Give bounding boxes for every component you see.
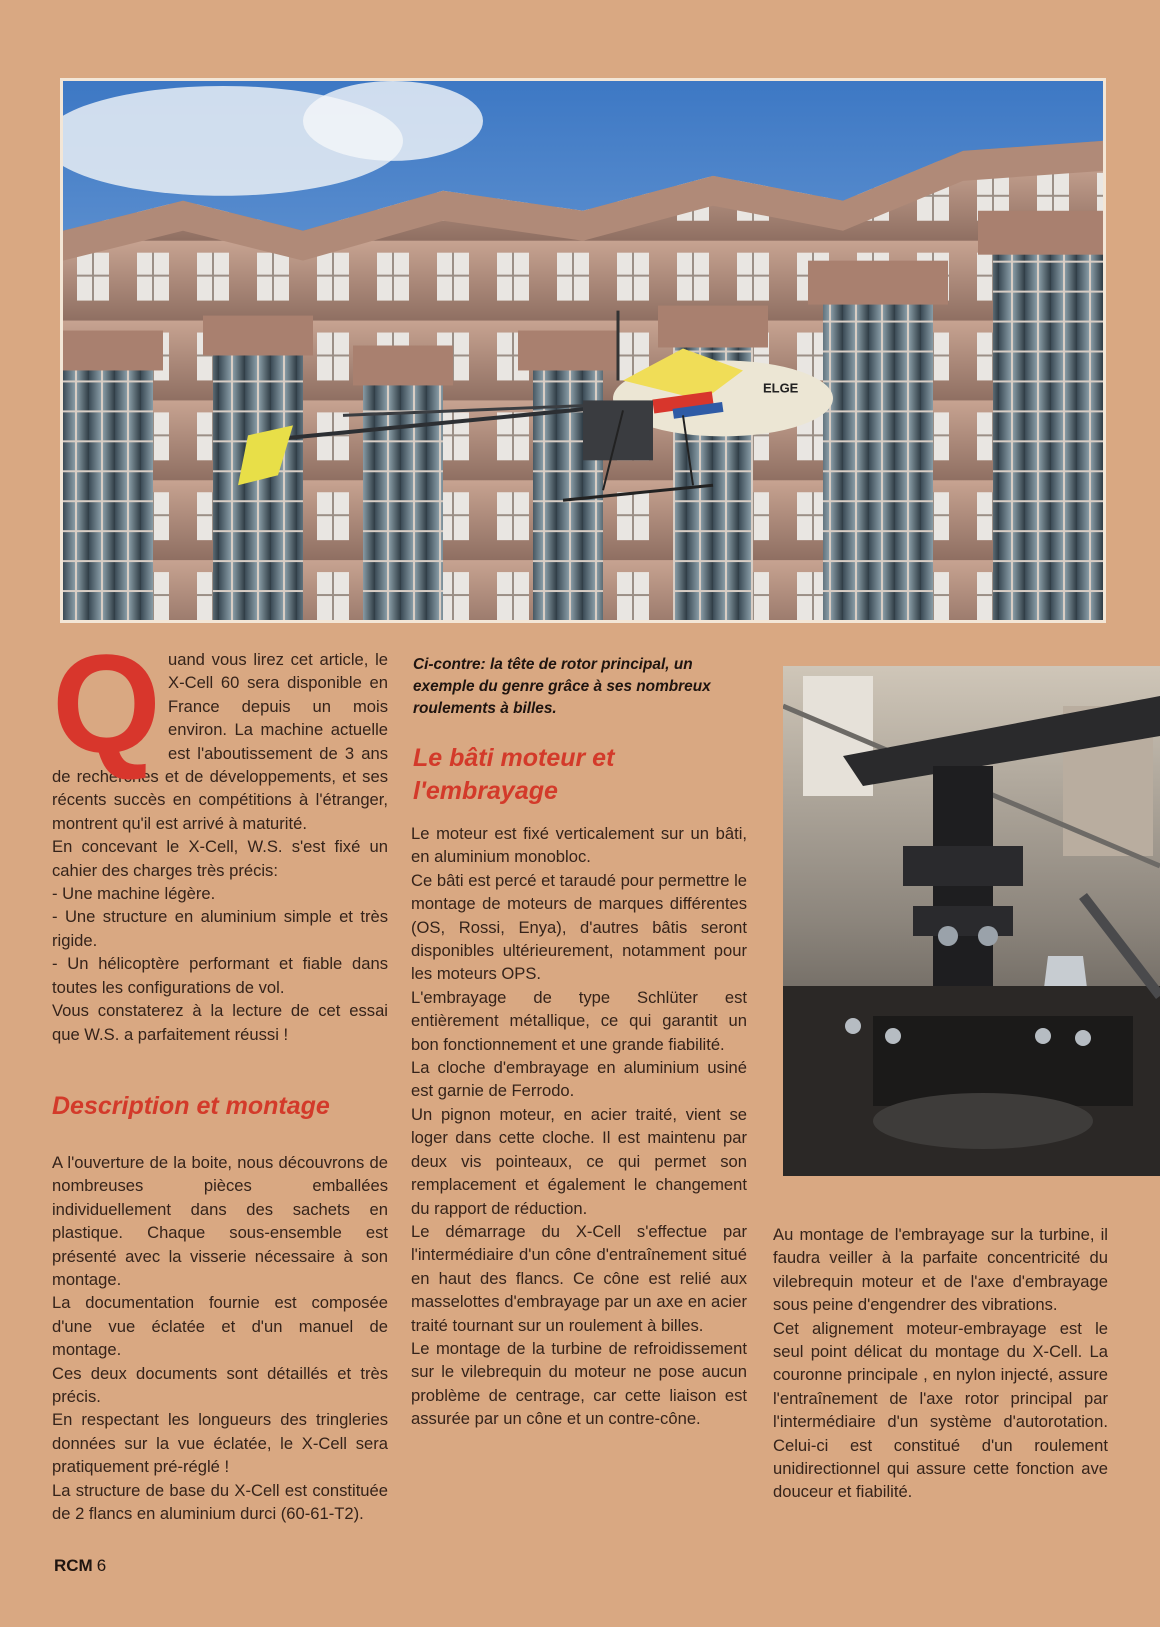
paragraph: La documentation fournie est composée d'une vue éclatée et d'un manuel de montage. xyxy=(52,1293,388,1360)
paragraph: Le démarrage du X-Cell s'effectue par l'intermédiaire d'un cône d'entraînement situé en haut des flancs. Ce cône est relié aux masselottes d'embrayage par un axe en acier traité tournant sur un roulement à billes. xyxy=(411,1221,747,1335)
paragraph: La cloche d'embrayage en aluminium usiné est garnie de Ferrodo. xyxy=(411,1058,747,1101)
page-number: 6 xyxy=(96,1556,107,1575)
paragraph: A l'ouverture de la boite, nous découvrons de nombreuses pièces emballées individuellement dans des sachets en plastique. Chaque sous-ensemble est présenté avec la visserie nécessaire à son montage. xyxy=(52,1153,388,1290)
list-item: - Un hélicoptère performant et fiable dans toutes les configurations de vol. xyxy=(52,954,388,997)
list-item: - Une structure en aluminium simple et très rigide. xyxy=(52,907,388,950)
column-2 xyxy=(411,822,747,1431)
paragraph: Le moteur est fixé verticalement sur un bâti, en aluminium monobloc. xyxy=(411,824,747,867)
paragraph: Un pignon moteur, en acier traité, vient se loger dans cette cloche. Il est maintenu par deux vis pointeaux, ce qui permet son remplacement et également le changement du rapport de réduction. xyxy=(411,1104,747,1218)
column-3 xyxy=(773,1223,1108,1504)
drop-cap xyxy=(52,625,161,782)
page-footer xyxy=(54,1556,106,1576)
paragraph: Ces deux documents sont détaillés et très précis. xyxy=(52,1363,388,1407)
drop-cap-letter: Q xyxy=(52,625,161,782)
fuselage-label: ELGE xyxy=(763,380,799,396)
rotor-head-photo xyxy=(783,666,1160,1176)
list-item: - Une machine légère. xyxy=(52,884,216,904)
paragraph: Vous constaterez à la lecture de cet essai que W.S. a parfaitement réussi ! xyxy=(52,1001,388,1044)
helicopter-building-photo xyxy=(63,81,1103,620)
paragraph: En respectant les longueurs des tringleries données sur la vue éclatée, le X-Cell sera pratiquement pré-réglé ! xyxy=(52,1410,388,1477)
paragraph: La structure de base du X-Cell est constituée de 2 flancs en aluminium durci (60-61-T2). xyxy=(52,1480,388,1524)
rotor-head-image xyxy=(783,666,1160,1176)
paragraph: Au montage de l'embrayage sur la turbine, il faudra veiller à la parfaite concentricité du vilebrequin moteur et de l'axe d'embrayage sous peine d'engendrer des vibrations. xyxy=(773,1225,1108,1315)
paragraph: En concevant le X-Cell, W.S. s'est fixé un cahier des charges très précis: xyxy=(52,837,388,880)
section-heading-bati: Le bâti moteur et l'embrayage xyxy=(413,744,615,805)
photo-caption: Ci-contre: la tête de rotor principal, un exemple du genre grâce à ses nombreux roulements à billes. xyxy=(413,656,711,717)
hero-photo xyxy=(60,78,1106,623)
lead-paragraph: uand vous lirez cet article, le X-Cell 60 sera disponible en France depuis un mois environ. La machine actuelle est l'aboutissement de 3 ans de recherches et de développements, et ses récents succès en compétitions à l'étranger, montrent qu'il est arrivé à maturité. xyxy=(52,650,388,833)
paragraph: Ce bâti est percé et taraudé pour permettre le montage de moteurs de marques différentes (OS, Rossi, Enya), d'autres bâtis seront disponibles ultérieurement, notamment pour les moteurs OPS. xyxy=(411,870,747,984)
paragraph: Le montage de la turbine de refroidissement sur le vilebrequin du moteur ne pose aucun problème de centrage, car cette liaison est assurée par un cône et un contre-cône. xyxy=(411,1338,747,1429)
column-1 xyxy=(52,625,388,1046)
paragraph: Cet alignement moteur-embrayage est le seul point délicat du montage du X-Cell. La couronne principale , en nylon injecté, assure l'entraînement de l'axe rotor principal par l'intermédiaire d'un système d'autorotation. Celui-ci est constitué d'un roulement unidirectionnel qui assure cette fonction ave douceur et fiabilité. xyxy=(773,1318,1108,1502)
section-heading-description: Description et montage xyxy=(52,1092,330,1120)
column-1-continued xyxy=(52,1151,388,1526)
paragraph: L'embrayage de type Schlüter est entièrement métallique, ce qui garantit un bon fonctionnement et une grande fiabilité. xyxy=(411,987,747,1054)
magazine-name: RCM xyxy=(54,1556,93,1575)
